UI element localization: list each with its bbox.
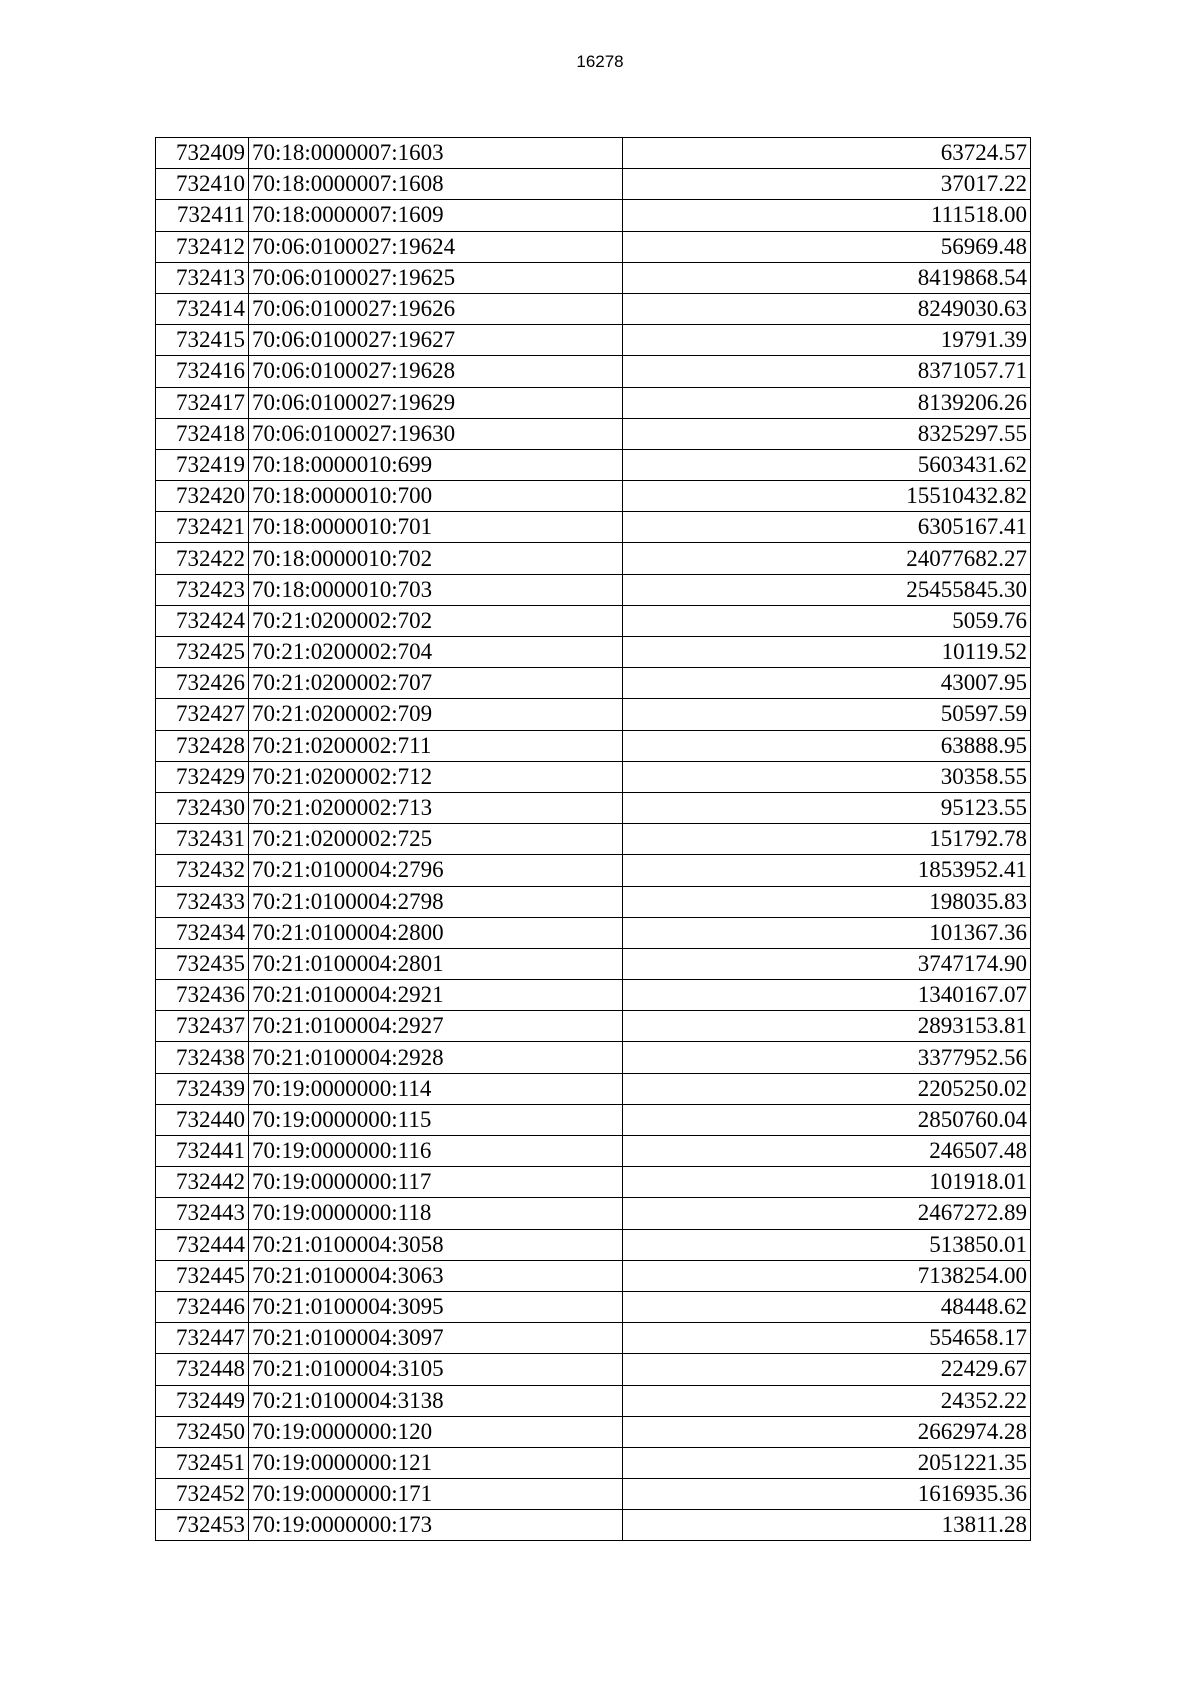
cadastral-value-cell: 8249030.63 — [623, 293, 1031, 324]
cadastral-number-cell: 70:18:0000010:699 — [249, 449, 623, 480]
table-row — [156, 1291, 1031, 1322]
cadastral-number-cell: 70:21:0100004:3063 — [249, 1260, 623, 1291]
row-id-cell: 732435 — [156, 948, 249, 979]
row-id-cell: 732424 — [156, 605, 249, 636]
cadastral-number-cell: 70:21:0100004:3105 — [249, 1354, 623, 1385]
row-id-cell: 732452 — [156, 1479, 249, 1510]
table-row — [156, 1260, 1031, 1291]
table-row — [156, 1479, 1031, 1510]
cadastral-value-cell: 8371057.71 — [623, 356, 1031, 387]
row-id-cell: 732413 — [156, 262, 249, 293]
cadastral-number-cell: 70:06:0100027:19627 — [249, 325, 623, 356]
cadastral-value-cell: 1616935.36 — [623, 1479, 1031, 1510]
table-row — [156, 605, 1031, 636]
row-id-cell: 732445 — [156, 1260, 249, 1291]
table-row — [156, 792, 1031, 823]
cadastral-value-cell: 2467272.89 — [623, 1198, 1031, 1229]
cadastral-number-cell: 70:18:0000007:1608 — [249, 169, 623, 200]
cadastral-number-cell: 70:19:0000000:118 — [249, 1198, 623, 1229]
table-row — [156, 1011, 1031, 1042]
row-id-cell: 732438 — [156, 1042, 249, 1073]
cadastral-number-cell: 70:21:0200002:709 — [249, 699, 623, 730]
table-body — [156, 138, 1031, 1541]
row-id-cell: 732447 — [156, 1323, 249, 1354]
cadastral-value-cell: 95123.55 — [623, 792, 1031, 823]
cadastral-value-cell: 8325297.55 — [623, 418, 1031, 449]
row-id-cell: 732416 — [156, 356, 249, 387]
row-id-cell: 732420 — [156, 481, 249, 512]
row-id-cell: 732431 — [156, 824, 249, 855]
table-row — [156, 293, 1031, 324]
cadastral-value-cell: 19791.39 — [623, 325, 1031, 356]
cadastral-number-cell: 70:18:0000007:1609 — [249, 200, 623, 231]
cadastral-value-cell: 2205250.02 — [623, 1073, 1031, 1104]
table-row — [156, 356, 1031, 387]
cadastral-value-cell: 111518.00 — [623, 200, 1031, 231]
row-id-cell: 732429 — [156, 761, 249, 792]
table-row — [156, 1104, 1031, 1135]
cadastral-number-cell: 70:21:0100004:2921 — [249, 980, 623, 1011]
cadastral-number-cell: 70:21:0100004:2796 — [249, 855, 623, 886]
row-id-cell: 732451 — [156, 1447, 249, 1478]
cadastral-number-cell: 70:21:0100004:3097 — [249, 1323, 623, 1354]
cadastral-value-cell: 2051221.35 — [623, 1447, 1031, 1478]
row-id-cell: 732418 — [156, 418, 249, 449]
cadastral-value-cell: 8139206.26 — [623, 387, 1031, 418]
row-id-cell: 732443 — [156, 1198, 249, 1229]
table-row — [156, 1416, 1031, 1447]
row-id-cell: 732446 — [156, 1291, 249, 1322]
table-row — [156, 1354, 1031, 1385]
row-id-cell: 732441 — [156, 1136, 249, 1167]
cadastral-value-cell: 151792.78 — [623, 824, 1031, 855]
row-id-cell: 732439 — [156, 1073, 249, 1104]
cadastral-value-cell: 2893153.81 — [623, 1011, 1031, 1042]
cadastral-number-cell: 70:21:0100004:3138 — [249, 1385, 623, 1416]
cadastral-number-cell: 70:18:0000010:700 — [249, 481, 623, 512]
cadastral-number-cell: 70:21:0100004:3058 — [249, 1229, 623, 1260]
cadastral-number-cell: 70:18:0000010:703 — [249, 574, 623, 605]
cadastral-number-cell: 70:21:0100004:2927 — [249, 1011, 623, 1042]
row-id-cell: 732440 — [156, 1104, 249, 1135]
row-id-cell: 732444 — [156, 1229, 249, 1260]
cadastral-number-cell: 70:19:0000000:114 — [249, 1073, 623, 1104]
cadastral-value-cell: 2662974.28 — [623, 1416, 1031, 1447]
table-row — [156, 824, 1031, 855]
row-id-cell: 732433 — [156, 886, 249, 917]
cadastral-value-cell: 24352.22 — [623, 1385, 1031, 1416]
cadastral-value-cell: 8419868.54 — [623, 262, 1031, 293]
table-row — [156, 481, 1031, 512]
cadastral-number-cell: 70:06:0100027:19624 — [249, 231, 623, 262]
row-id-cell: 732411 — [156, 200, 249, 231]
cadastral-value-cell: 63724.57 — [623, 138, 1031, 169]
cadastral-number-cell: 70:21:0100004:3095 — [249, 1291, 623, 1322]
cadastral-number-cell: 70:18:0000007:1603 — [249, 138, 623, 169]
cadastral-value-cell: 48448.62 — [623, 1291, 1031, 1322]
cadastral-value-cell: 3377952.56 — [623, 1042, 1031, 1073]
cadastral-value-cell: 101367.36 — [623, 917, 1031, 948]
table-row — [156, 886, 1031, 917]
cadastral-value-cell: 5603431.62 — [623, 449, 1031, 480]
cadastral-value-cell: 198035.83 — [623, 886, 1031, 917]
table-row — [156, 1167, 1031, 1198]
row-id-cell: 732410 — [156, 169, 249, 200]
table-row — [156, 325, 1031, 356]
cadastral-value-cell: 1340167.07 — [623, 980, 1031, 1011]
cadastral-number-cell: 70:06:0100027:19630 — [249, 418, 623, 449]
cadastral-value-cell: 10119.52 — [623, 637, 1031, 668]
table-row — [156, 1447, 1031, 1478]
cadastral-value-cell: 22429.67 — [623, 1354, 1031, 1385]
cadastral-number-cell: 70:19:0000000:173 — [249, 1510, 623, 1541]
row-id-cell: 732430 — [156, 792, 249, 823]
table-row — [156, 574, 1031, 605]
table-row — [156, 668, 1031, 699]
table-row — [156, 1136, 1031, 1167]
row-id-cell: 732414 — [156, 293, 249, 324]
table-row — [156, 1385, 1031, 1416]
cadastral-value-cell: 1853952.41 — [623, 855, 1031, 886]
row-id-cell: 732442 — [156, 1167, 249, 1198]
table-row — [156, 1198, 1031, 1229]
table-row — [156, 855, 1031, 886]
table-row — [156, 543, 1031, 574]
table-row — [156, 699, 1031, 730]
row-id-cell: 732426 — [156, 668, 249, 699]
cadastral-value-cell: 3747174.90 — [623, 948, 1031, 979]
cadastral-value-cell: 15510432.82 — [623, 481, 1031, 512]
row-id-cell: 732449 — [156, 1385, 249, 1416]
row-id-cell: 732425 — [156, 637, 249, 668]
row-id-cell: 732432 — [156, 855, 249, 886]
row-id-cell: 732448 — [156, 1354, 249, 1385]
cadastral-number-cell: 70:19:0000000:121 — [249, 1447, 623, 1478]
table-row — [156, 262, 1031, 293]
row-id-cell: 732428 — [156, 730, 249, 761]
cadastral-value-cell: 25455845.30 — [623, 574, 1031, 605]
cadastral-value-cell: 13811.28 — [623, 1510, 1031, 1541]
cadastral-number-cell: 70:21:0200002:711 — [249, 730, 623, 761]
page-number: 16278 — [576, 52, 624, 71]
row-id-cell: 732423 — [156, 574, 249, 605]
cadastral-number-cell: 70:21:0200002:704 — [249, 637, 623, 668]
cadastral-value-cell: 24077682.27 — [623, 543, 1031, 574]
cadastral-number-cell: 70:21:0100004:2801 — [249, 948, 623, 979]
cadastral-value-cell: 43007.95 — [623, 668, 1031, 699]
table-row — [156, 730, 1031, 761]
table-row — [156, 1510, 1031, 1541]
cadastral-value-cell: 554658.17 — [623, 1323, 1031, 1354]
table-row — [156, 917, 1031, 948]
cadastral-number-cell: 70:21:0200002:713 — [249, 792, 623, 823]
row-id-cell: 732437 — [156, 1011, 249, 1042]
cadastral-value-cell: 513850.01 — [623, 1229, 1031, 1260]
row-id-cell: 732436 — [156, 980, 249, 1011]
table-row — [156, 138, 1031, 169]
row-id-cell: 732417 — [156, 387, 249, 418]
cadastral-value-cell: 246507.48 — [623, 1136, 1031, 1167]
cadastral-number-cell: 70:06:0100027:19626 — [249, 293, 623, 324]
cadastral-number-cell: 70:21:0100004:2800 — [249, 917, 623, 948]
cadastral-number-cell: 70:19:0000000:120 — [249, 1416, 623, 1447]
table-row — [156, 1042, 1031, 1073]
row-id-cell: 732415 — [156, 325, 249, 356]
row-id-cell: 732434 — [156, 917, 249, 948]
table-row — [156, 1323, 1031, 1354]
table-row — [156, 948, 1031, 979]
table-row — [156, 231, 1031, 262]
cadastral-number-cell: 70:21:0200002:712 — [249, 761, 623, 792]
cadastral-number-cell: 70:18:0000010:702 — [249, 543, 623, 574]
table-row — [156, 449, 1031, 480]
table-row — [156, 200, 1031, 231]
cadastral-value-cell: 56969.48 — [623, 231, 1031, 262]
cadastral-value-cell: 37017.22 — [623, 169, 1031, 200]
cadastral-number-cell: 70:21:0100004:2798 — [249, 886, 623, 917]
row-id-cell: 732453 — [156, 1510, 249, 1541]
row-id-cell: 732427 — [156, 699, 249, 730]
cadastral-value-cell: 50597.59 — [623, 699, 1031, 730]
cadastral-value-cell: 6305167.41 — [623, 512, 1031, 543]
cadastral-value-cell: 5059.76 — [623, 605, 1031, 636]
row-id-cell: 732409 — [156, 138, 249, 169]
table-row — [156, 761, 1031, 792]
cadastral-number-cell: 70:19:0000000:117 — [249, 1167, 623, 1198]
cadastral-number-cell: 70:21:0100004:2928 — [249, 1042, 623, 1073]
row-id-cell: 732412 — [156, 231, 249, 262]
cadastral-number-cell: 70:19:0000000:171 — [249, 1479, 623, 1510]
table-row — [156, 980, 1031, 1011]
cadastral-value-cell: 63888.95 — [623, 730, 1031, 761]
cadastral-number-cell: 70:06:0100027:19629 — [249, 387, 623, 418]
row-id-cell: 732422 — [156, 543, 249, 574]
cadastral-value-cell: 7138254.00 — [623, 1260, 1031, 1291]
cadastral-number-cell: 70:06:0100027:19625 — [249, 262, 623, 293]
cadastral-number-cell: 70:19:0000000:116 — [249, 1136, 623, 1167]
table-row — [156, 637, 1031, 668]
table-row — [156, 512, 1031, 543]
cadastral-value-cell: 30358.55 — [623, 761, 1031, 792]
cadastral-number-cell: 70:18:0000010:701 — [249, 512, 623, 543]
cadastral-number-cell: 70:19:0000000:115 — [249, 1104, 623, 1135]
row-id-cell: 732419 — [156, 449, 249, 480]
cadastral-number-cell: 70:21:0200002:725 — [249, 824, 623, 855]
cadastral-value-table — [155, 137, 1031, 1541]
table-row — [156, 387, 1031, 418]
table-row — [156, 418, 1031, 449]
row-id-cell: 732450 — [156, 1416, 249, 1447]
table-row — [156, 169, 1031, 200]
table-row — [156, 1229, 1031, 1260]
cadastral-number-cell: 70:21:0200002:707 — [249, 668, 623, 699]
cadastral-number-cell: 70:06:0100027:19628 — [249, 356, 623, 387]
cadastral-number-cell: 70:21:0200002:702 — [249, 605, 623, 636]
row-id-cell: 732421 — [156, 512, 249, 543]
cadastral-value-cell: 101918.01 — [623, 1167, 1031, 1198]
cadastral-value-cell: 2850760.04 — [623, 1104, 1031, 1135]
table-row — [156, 1073, 1031, 1104]
